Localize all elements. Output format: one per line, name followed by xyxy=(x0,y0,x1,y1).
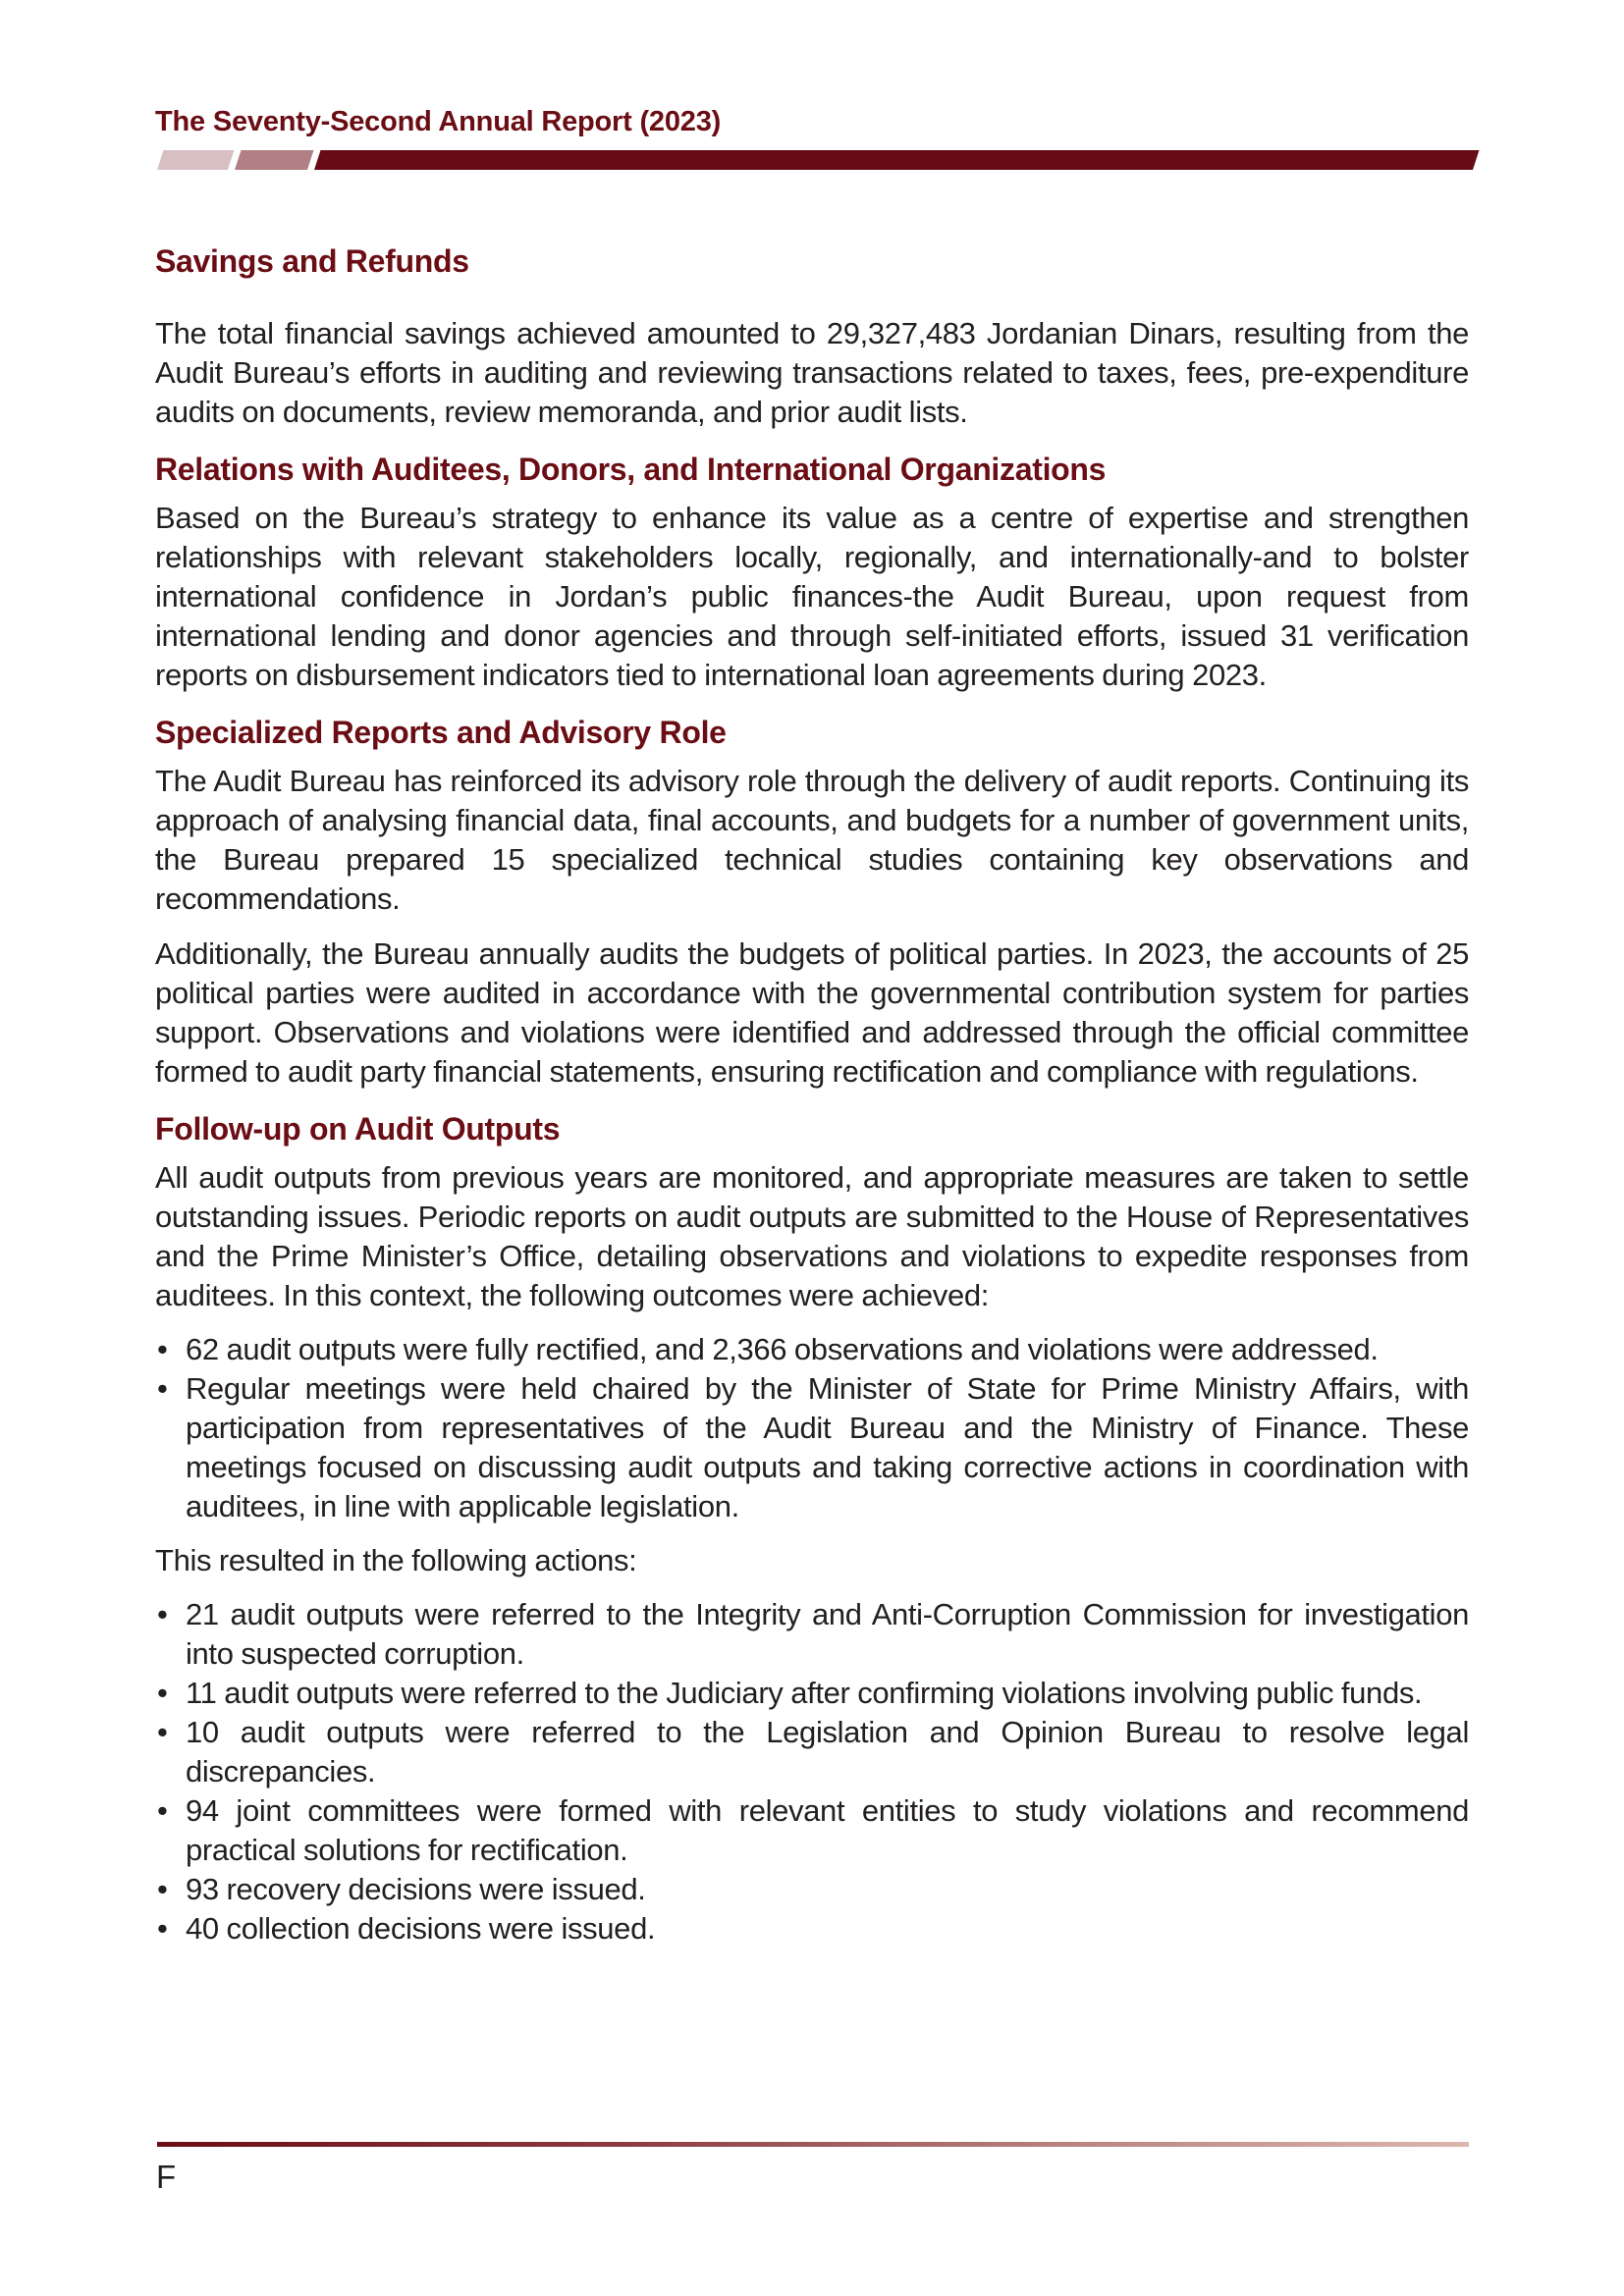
section-relations xyxy=(155,450,1469,695)
list-item-text: 94 joint committees were formed with relevant entities to study violations and recommend practical solutions for rectification. xyxy=(186,1793,1469,1867)
paragraph-relations: Based on the Bureau’s strategy to enhance its value as a centre of expertise and strengthen relationships with relevant stakeholders locally, regionally, and internationally-and to bolster international confidence in Jordan’s public finances-the Audit Bureau, upon request from international lending and donor agencies and through self-initiated efforts, issued 31 verification reports on disbursement indicators tied to international loan agreements during 2023. xyxy=(155,501,1469,692)
bullet-icon: • xyxy=(157,1793,168,1828)
section-heading-specialized-reports: Specialized Reports and Advisory Role xyxy=(155,715,727,750)
running-header-title: The Seventy-Second Annual Report (2023) xyxy=(155,106,722,137)
actions-list xyxy=(155,1595,1469,1949)
bullet-icon: • xyxy=(157,1911,168,1946)
list-item-text: 62 audit outputs were fully rectified, and 2,366 observations and violations were addressed. xyxy=(186,1332,1379,1366)
header-bar-segment-light xyxy=(157,150,234,170)
section-heading-relations: Relations with Auditees, Donors, and International Organizations xyxy=(155,452,1107,487)
list-item-text: Regular meetings were held chaired by the Minister of State for Prime Ministry Affairs, with participation from representatives of the Audit Bureau and the Ministry of Finance. These meetings focused on discussing audit outputs and taking corrective actions in coordination with auditees, in line with applicable legislation. xyxy=(186,1371,1469,1523)
list-item xyxy=(155,1330,1469,1369)
list-item xyxy=(155,1674,1469,1713)
header-bar-segment-dark xyxy=(314,150,1479,170)
list-item-text: 40 collection decisions were issued. xyxy=(186,1911,656,1946)
list-item-text: 93 recovery decisions were issued. xyxy=(186,1872,646,1906)
page-number: F xyxy=(156,2159,177,2195)
bullet-icon: • xyxy=(157,1872,168,1906)
page-content xyxy=(155,241,1469,1949)
actions-intro: This resulted in the following actions: xyxy=(155,1543,637,1577)
section-follow-up xyxy=(155,1109,1469,1949)
paragraph-follow-up: All audit outputs from previous years are monitored, and appropriate measures are taken to settle outstanding issues. Periodic reports on audit outputs are submitted to the House of Representatives and the Prime Minister’s Office, detailing observations and violations to expedite responses from auditees. In this context, the following outcomes were achieved: xyxy=(155,1160,1469,1312)
list-item-text: 21 audit outputs were referred to the Integrity and Anti-Corruption Commission for investigation into suspected corruption. xyxy=(186,1597,1469,1671)
list-item xyxy=(155,1791,1469,1870)
section-specialized-reports xyxy=(155,713,1469,1092)
header-decorative-bars xyxy=(157,150,1469,170)
paragraph-advisory-role: The Audit Bureau has reinforced its advisory role through the delivery of audit reports. Continuing its approach of analysing financial data, final accounts, and budgets for a number of government units, the Bureau prepared 15 specialized technical studies containing key observations and recommendations. xyxy=(155,764,1469,916)
list-item xyxy=(155,1713,1469,1791)
footer-gradient-rule xyxy=(157,2142,1469,2147)
section-savings xyxy=(155,241,1469,432)
list-item-text: 10 audit outputs were referred to the Legislation and Opinion Bureau to resolve legal discrepancies. xyxy=(186,1715,1469,1789)
bullet-icon: • xyxy=(157,1715,168,1749)
list-item xyxy=(155,1369,1469,1526)
bullet-icon: • xyxy=(157,1371,168,1406)
bullet-icon: • xyxy=(157,1597,168,1631)
section-heading-follow-up: Follow-up on Audit Outputs xyxy=(155,1111,561,1147)
bullet-icon: • xyxy=(157,1332,168,1366)
list-item-text: 11 audit outputs were referred to the Judiciary after confirming violations involving public funds. xyxy=(186,1676,1423,1710)
header-bar-segment-mid xyxy=(235,150,313,170)
outcomes-list xyxy=(155,1330,1469,1526)
paragraph-savings: The total financial savings achieved amounted to 29,327,483 Jordanian Dinars, resulting from the Audit Bureau’s efforts in auditing and reviewing transactions related to taxes, fees, pre-expenditure audits on documents, review memoranda, and prior audit lists. xyxy=(155,316,1469,429)
list-item xyxy=(155,1909,1469,1949)
paragraph-political-parties: Additionally, the Bureau annually audits the budgets of political parties. In 2023, the accounts of 25 political parties were audited in accordance with the governmental contribution system for parties support. Observations and violations were identified and addressed through the official committee formed to audit party financial statements, ensuring rectification and compliance with regulations. xyxy=(155,936,1469,1089)
list-item xyxy=(155,1870,1469,1909)
list-item xyxy=(155,1595,1469,1674)
header-bar-end xyxy=(1430,150,1469,170)
bullet-icon: • xyxy=(157,1676,168,1710)
section-heading-savings: Savings and Refunds xyxy=(155,243,469,279)
